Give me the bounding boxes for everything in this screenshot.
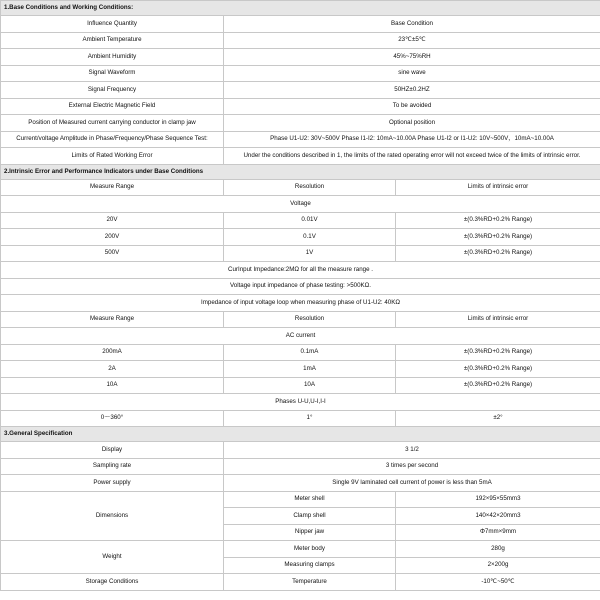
sub-label: Temperature	[224, 574, 396, 591]
note-row	[1, 262, 600, 279]
resolution-cell: 1mA	[224, 361, 396, 378]
row-value: 3 times per second	[224, 458, 600, 475]
row-label: Ambient Humidity	[1, 49, 224, 66]
range-cell: 500V	[1, 245, 224, 262]
row-label: Current/voltage Amplitude in Phase/Frequency/Phase Sequence Test:	[1, 131, 224, 148]
dimensions-label: Dimensions	[1, 491, 224, 541]
table-row	[1, 491, 600, 508]
ac-current-group-label: AC current	[1, 328, 600, 345]
sub-value: 192×95×55mm3	[396, 491, 600, 508]
note-text: Impedance of input voltage loop when measuring phase of U1-U2: 40KΩ	[1, 295, 600, 312]
error-cell: ±(0.3%RD+0.2% Range)	[396, 361, 600, 378]
note-text: CurInput Impedance:2MΩ for all the measure range .	[1, 262, 600, 279]
sub-value: Φ7mm×9mm	[396, 524, 600, 541]
row-label: Signal Waveform	[1, 65, 224, 82]
error-cell: ±(0.3%RD+0.2% Range)	[396, 212, 600, 229]
table-row	[1, 82, 600, 99]
note-text: Voltage input impedance of phase testing: >500KΩ.	[1, 278, 600, 295]
row-value: Under the conditions described in 1, the limits of the rated operating error will not exceed twice of the limits of intrinsic error.	[224, 148, 600, 165]
section-3-header-row	[1, 427, 600, 442]
row-label: Ambient Temperature	[1, 32, 224, 49]
range-cell: 0～360°	[1, 410, 224, 427]
row-value: 3 1/2	[224, 442, 600, 459]
row-value: 23℃±5℃	[224, 32, 600, 49]
row-label: Position of Measured current carrying conductor in clamp jaw	[1, 115, 224, 132]
column-header: Resolution	[224, 179, 396, 196]
error-cell: ±(0.3%RD+0.2% Range)	[396, 344, 600, 361]
table-row	[1, 541, 600, 558]
table-header-row	[1, 311, 600, 328]
column-header: Limits of intrinsic error	[396, 311, 600, 328]
table-row	[1, 229, 600, 246]
section-2-title: 2.Intrinsic Error and Performance Indicators under Base Conditions	[1, 164, 600, 179]
table-row	[1, 16, 600, 33]
row-label: Signal Frequency	[1, 82, 224, 99]
table-row	[1, 458, 600, 475]
note-row	[1, 295, 600, 312]
resolution-cell: 1V	[224, 245, 396, 262]
table-row	[1, 574, 600, 591]
resolution-cell: 0.1V	[224, 229, 396, 246]
range-cell: 2A	[1, 361, 224, 378]
phases-group-label: Phases U-U,U-I,I-I	[1, 394, 600, 411]
column-header: Measure Range	[1, 311, 224, 328]
section-1-header-row	[1, 1, 600, 16]
column-header: Measure Range	[1, 179, 224, 196]
row-value: sine wave	[224, 65, 600, 82]
sub-value: 140×42×20mm3	[396, 508, 600, 525]
row-label: Display	[1, 442, 224, 459]
row-value: 45%~75%RH	[224, 49, 600, 66]
column-header: Resolution	[224, 311, 396, 328]
table-row	[1, 98, 600, 115]
range-cell: 20V	[1, 212, 224, 229]
table-row	[1, 49, 600, 66]
error-cell: ±2°	[396, 410, 600, 427]
storage-label: Storage Conditions	[1, 574, 224, 591]
row-value: 50HZ±0.2HZ	[224, 82, 600, 99]
sub-label: Clamp shell	[224, 508, 396, 525]
weight-label: Weight	[1, 541, 224, 574]
resolution-cell: 1°	[224, 410, 396, 427]
table-row	[1, 115, 600, 132]
sub-label: Nipper jaw	[224, 524, 396, 541]
sub-value: -10℃~50℃	[396, 574, 600, 591]
section-2-header-row	[1, 164, 600, 179]
table-row	[1, 361, 600, 378]
table-row	[1, 410, 600, 427]
resolution-cell: 10A	[224, 377, 396, 394]
section-3-title: 3.General Specification	[1, 427, 600, 442]
section-1-title: 1.Base Conditions and Working Conditions:	[1, 1, 600, 16]
note-row	[1, 278, 600, 295]
base-condition-label: Base Condition	[224, 16, 600, 33]
table-row	[1, 245, 600, 262]
row-label: Limits of Rated Working Error	[1, 148, 224, 165]
table-row	[1, 212, 600, 229]
sub-value: 2×200g	[396, 557, 600, 574]
sub-label: Meter shell	[224, 491, 396, 508]
table-header-row	[1, 179, 600, 196]
row-label: Power supply	[1, 475, 224, 492]
range-cell: 10A	[1, 377, 224, 394]
influence-quantity-label: Influence Quantity	[1, 16, 224, 33]
table-row	[1, 148, 600, 165]
sub-value: 280g	[396, 541, 600, 558]
row-value: To be avoided	[224, 98, 600, 115]
sub-label: Measuring clamps	[224, 557, 396, 574]
resolution-cell: 0.01V	[224, 212, 396, 229]
row-label: Sampling rate	[1, 458, 224, 475]
table-row	[1, 344, 600, 361]
error-cell: ±(0.3%RD+0.2% Range)	[396, 245, 600, 262]
table-row	[1, 32, 600, 49]
group-row	[1, 394, 600, 411]
table-row	[1, 377, 600, 394]
error-cell: ±(0.3%RD+0.2% Range)	[396, 229, 600, 246]
group-row	[1, 328, 600, 345]
error-cell: ±(0.3%RD+0.2% Range)	[396, 377, 600, 394]
column-header: Limits of intrinsic error	[396, 179, 600, 196]
row-value: Single 9V laminated cell current of power is less than 5mA	[224, 475, 600, 492]
resolution-cell: 0.1mA	[224, 344, 396, 361]
table-row	[1, 131, 600, 148]
table-row	[1, 442, 600, 459]
group-row	[1, 196, 600, 213]
voltage-group-label: Voltage	[1, 196, 600, 213]
table-row	[1, 475, 600, 492]
row-value: Optional position	[224, 115, 600, 132]
range-cell: 200V	[1, 229, 224, 246]
sub-label: Meter body	[224, 541, 396, 558]
range-cell: 200mA	[1, 344, 224, 361]
row-value: Phase U1-U2: 30V~500V Phase I1-I2: 10mA~10.00A Phase U1-I2 or I1-U2: 10V~500V，10mA~10.00A	[224, 131, 600, 148]
table-row	[1, 65, 600, 82]
row-label: External Electric Magnetic Field	[1, 98, 224, 115]
